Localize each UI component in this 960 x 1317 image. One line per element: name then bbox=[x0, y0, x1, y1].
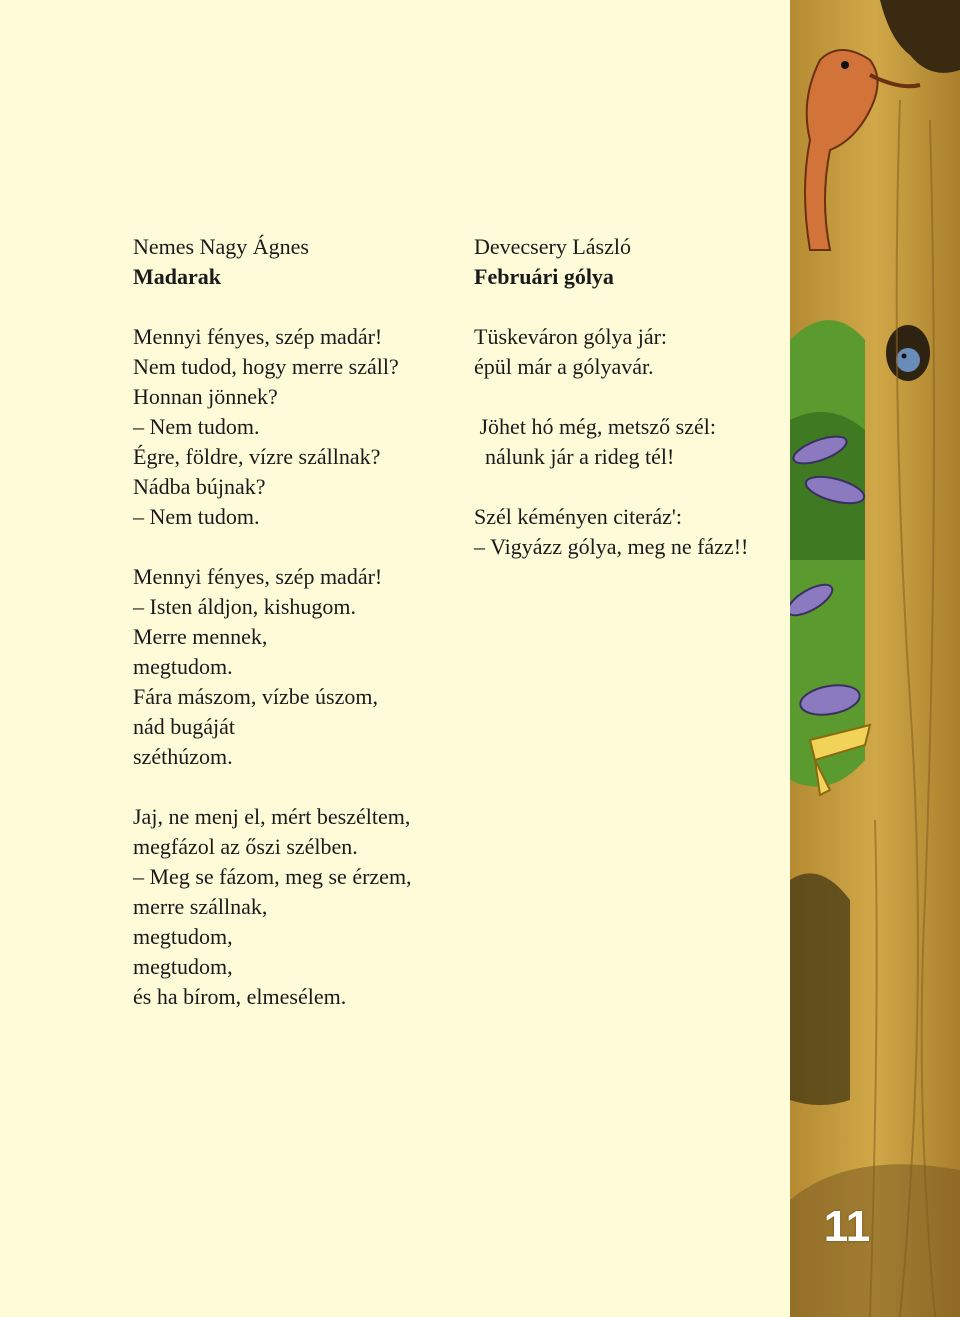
poem-madarak bbox=[133, 232, 473, 1012]
poem-line: nálunk jár a rideg tél! bbox=[474, 444, 675, 469]
poem-line: megfázol az őszi szélben. bbox=[133, 834, 358, 859]
poem-line: megtudom. bbox=[133, 654, 233, 679]
bird-nest-hole-icon bbox=[886, 325, 930, 381]
poem-line: Nem tudod, hogy merre száll? bbox=[133, 354, 399, 379]
poem-author: Devecsery László bbox=[474, 234, 631, 259]
poem-author: Nemes Nagy Ágnes bbox=[133, 234, 309, 259]
poem-line: Nádba bújnak? bbox=[133, 474, 266, 499]
poem-line: Égre, földre, vízre szállnak? bbox=[133, 444, 381, 469]
poem-line: megtudom, bbox=[133, 954, 233, 979]
poem-line: Mennyi fényes, szép madár! bbox=[133, 324, 383, 349]
poem-title: Madarak bbox=[133, 264, 221, 289]
forest-illustration bbox=[790, 0, 960, 1317]
page-number: 11 bbox=[823, 1202, 871, 1251]
poem-line: megtudom, bbox=[133, 924, 233, 949]
poem-line: Fára mászom, vízbe úszom, bbox=[133, 684, 378, 709]
poem-line: Mennyi fényes, szép madár! bbox=[133, 564, 383, 589]
poem-line: Szél kéményen citeráz': bbox=[474, 504, 682, 529]
poem-title: Februári gólya bbox=[474, 264, 614, 289]
poem-line: széthúzom. bbox=[133, 744, 233, 769]
meadow-icon bbox=[790, 320, 865, 787]
poem-line: – Isten áldjon, kishugom. bbox=[133, 594, 357, 619]
poem-februari-golya bbox=[474, 232, 794, 562]
poem-line: nád bugáját bbox=[133, 714, 236, 739]
poem-line: merre szállnak, bbox=[133, 894, 268, 919]
poem-line: – Meg se fázom, meg se érzem, bbox=[133, 864, 412, 889]
poem-line: Jöhet hó még, metsző szél: bbox=[474, 414, 716, 439]
poem-line: Tüskeváron gólya jár: bbox=[474, 324, 668, 349]
poem-line: Jaj, ne menj el, mért beszéltem, bbox=[133, 804, 411, 829]
poem-line: Honnan jönnek? bbox=[133, 384, 278, 409]
poem-line: Merre mennek, bbox=[133, 624, 268, 649]
poem-line: épül már a gólyavár. bbox=[474, 354, 654, 379]
poem-line: – Vigyázz gólya, meg ne fázz!! bbox=[474, 534, 749, 559]
poem-line: – Nem tudom. bbox=[133, 504, 260, 529]
poem-line: és ha bírom, elmesélem. bbox=[133, 984, 347, 1009]
poem-line: – Nem tudom. bbox=[133, 414, 260, 439]
